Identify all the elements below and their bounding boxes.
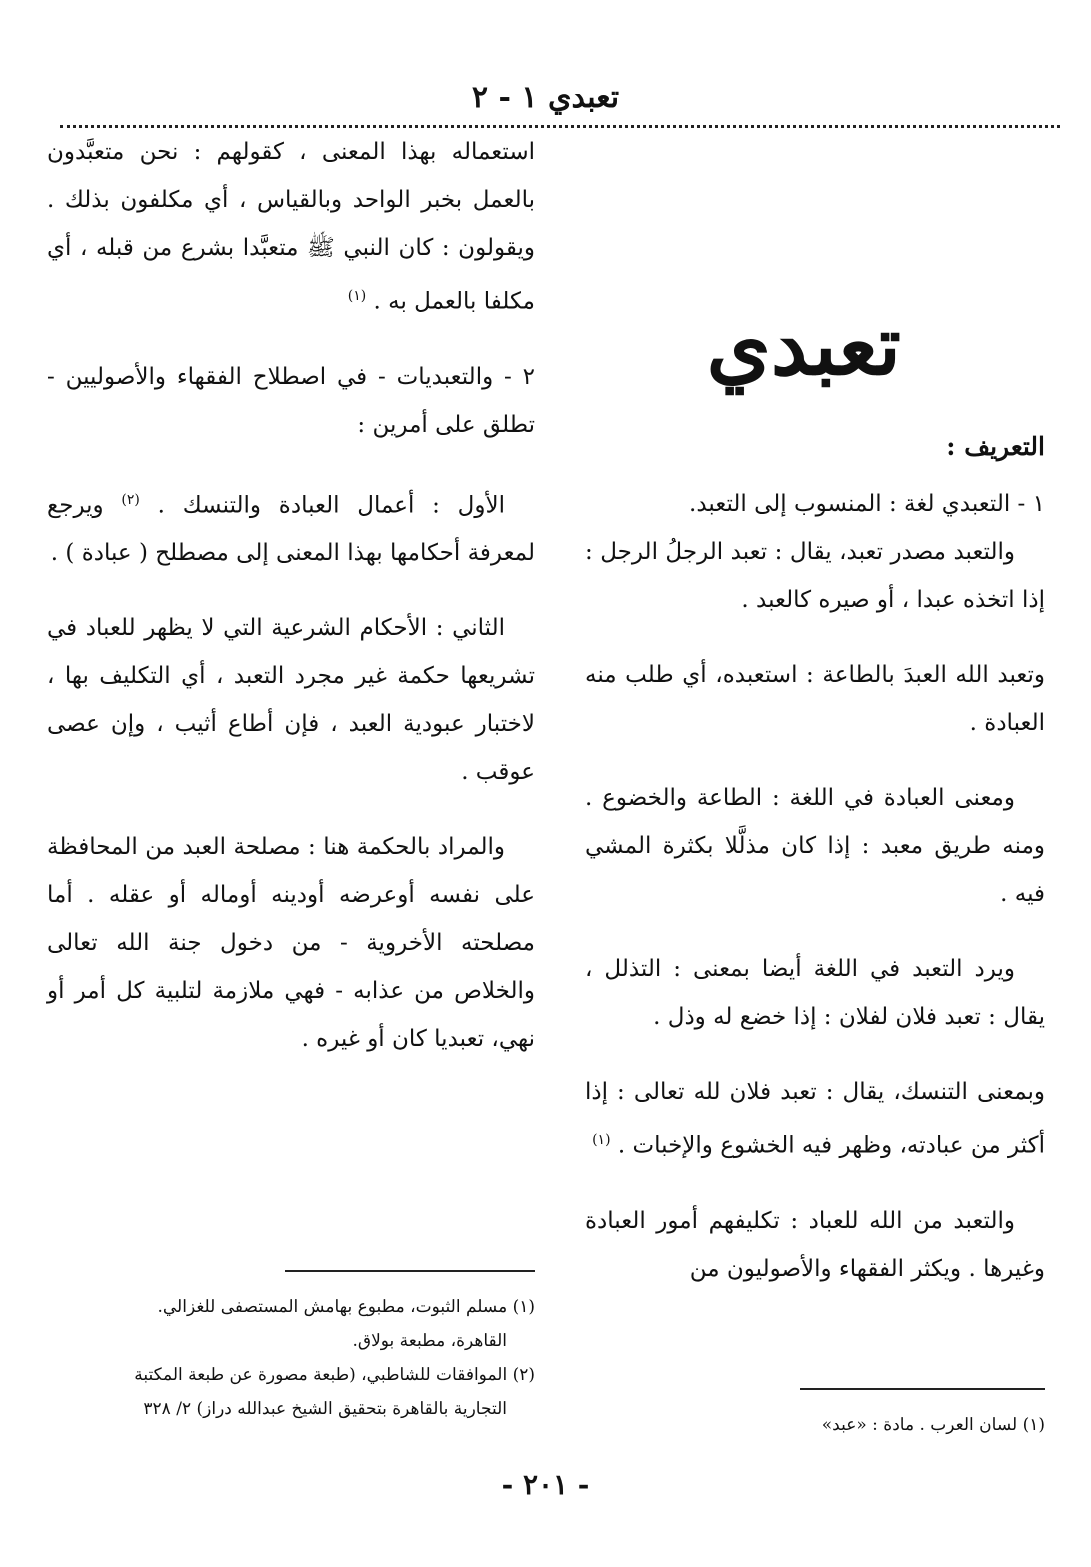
- page-number: - ٢٠١ -: [501, 1468, 590, 1501]
- right-paragraph-6: وبمعنى التنسك، يقال : تعبد فلان لله تعالى : إذا أكثر من عبادته، وظهر فيه الخشوع والإخبات . $^{(١)}$: [585, 1079, 1045, 1159]
- left-column: [47, 128, 535, 1090]
- left-paragraph-4: الثاني : الأحكام الشرعية التي لا يظهر للعباد في تشريعها حكمة غير مجرد التعبد ، أي التكليف بها ، لاختبار عبودية العبد ، فإن أطاع أثيب ، وإن عصى عوقب .: [47, 615, 535, 786]
- footnote-ref: (٢): [121, 491, 140, 508]
- left-paragraph-5: والمراد بالحكمة هنا : مصلحة العبد من المحافظة على نفسه أوعرضه أودينه أوماله أو عقله . أما مصلحته الأخروية - من دخول جنة الله تعالى والخلاص من عذابه - فهي ملازمة لتلبية كل أمر أو نهي، تعبديا كان أو غيره .: [47, 834, 535, 1053]
- footnote-2-line-2: التجارية بالقاهرة بتحقيق الشيخ عبدالله دراز) ٢/ ٣٢٨: [143, 1399, 507, 1419]
- right-paragraph-1: ١ - التعبدي لغة : المنسوب إلى التعبد.: [689, 491, 1045, 517]
- right-paragraph-4: ومعنى العبادة في اللغة : الطاعة والخضوع . ومنه طريق معبد : إذا كان مذلَّلا بكثرة المشي فيه .: [585, 785, 1045, 907]
- footnote-1-line-1: (١) مسلم الثبوت، مطبوع بهامش المستصفى للغزالي.: [157, 1297, 535, 1317]
- footnote-rule: [800, 1388, 1045, 1390]
- right-paragraph-2: والتعبد مصدر تعبد، يقال : تعبد الرجلُ الرجل : إذا اتخذه عبدا ، أو صيره كالعبد .: [585, 539, 1045, 613]
- running-header: تعبدي ١ - ٢: [471, 80, 620, 115]
- left-paragraph-2: ٢ - والتعبديات - في اصطلاح الفقهاء والأصوليين - تطلق على أمرين :: [47, 363, 535, 438]
- right-paragraph-5: ويرد التعبد في اللغة أيضا بمعنى : التذلل ، يقال : تعبد فلان لفلان : إذا خضع له وذل .: [585, 956, 1045, 1030]
- left-paragraph-1: استعماله بهذا المعنى ، كقولهم : نحن متعبَّدون بالعمل بخبر الواحد وبالقياس ، أي مكلفون بذلك . ويقولون : كان النبي ﷺ متعبَّدا بشرع من قبله ، أي مكلفا بالعمل به . $^{(١)}$: [47, 139, 535, 315]
- footnote-ref: (١): [347, 288, 367, 304]
- right-column: [585, 480, 1045, 1320]
- footnote-right-1: (١) لسان العرب . مادة : «عبد»: [821, 1415, 1045, 1435]
- footnotes-left: [47, 1270, 535, 1426]
- footnote-2-line-1: (٢) الموافقات للشاطبي، (طبعة مصورة عن طبعة المكتبة: [134, 1365, 535, 1385]
- footnote-rule: [285, 1270, 535, 1272]
- footnote-ref: (١): [592, 1132, 611, 1148]
- entry-title: تعبدي: [706, 298, 901, 394]
- left-paragraph-3: الأول : أعمال العبادة والتنسك . $^{(٢)}$ ويرجع لمعرفة أحكامها بهذا المعنى إلى مصطلح ( عبادة ) .: [47, 491, 535, 567]
- section-heading: التعريف :: [946, 432, 1045, 461]
- right-paragraph-3: وتعبد الله العبدَ بالطاعة : استعبده، أي طلب منه العبادة .: [585, 662, 1045, 736]
- right-paragraph-7: والتعبد من الله للعباد : تكليفهم أمور العبادة وغيرها . ويكثر الفقهاء والأصوليون من: [585, 1207, 1045, 1282]
- footnote-1-line-2: القاهرة، مطبعة بولاق.: [352, 1331, 507, 1351]
- footnotes-right: [585, 1388, 1045, 1442]
